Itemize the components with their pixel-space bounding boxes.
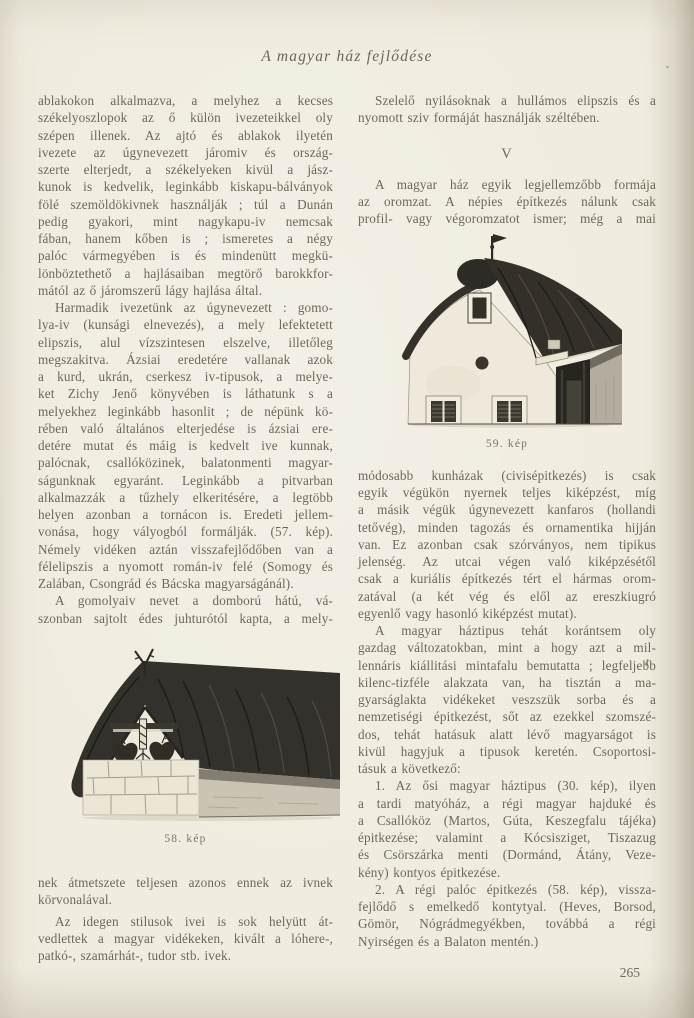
text-line: nyomott sziv formáját használják széltében. xyxy=(358,110,600,126)
running-header-title: A magyar ház fejlődése xyxy=(261,48,433,65)
text-line: megszakitva. Ázsiai eredetére vallanak azok xyxy=(38,351,333,367)
text-line: detére mutat és máig is kedvelt ive kunnak, xyxy=(38,438,333,453)
text-line: palóc vármegyében is és mindenütt megkü- xyxy=(38,248,333,264)
text-line: nek átmetszete teljesen azonos ennek az ivnek xyxy=(38,875,333,890)
side-wall xyxy=(590,344,622,424)
paragraph xyxy=(358,176,656,228)
text-line: Nyirségen és a Balaton mentén.) xyxy=(358,933,539,949)
text-line: körvonalával. xyxy=(38,892,113,908)
text-line: egyenlő vagy hasonló kiképzést mutat). xyxy=(358,605,577,621)
paragraph xyxy=(38,92,333,299)
paragraph xyxy=(38,299,333,592)
text-line: a kurd, ukrán, cserkesz iv-tipusok, a melye- xyxy=(38,369,333,384)
text-line: Szelelő nyilásoknak a hullámos elipszis és a xyxy=(375,93,656,108)
text-line: Gömör, Nógrádmegyékben, továbbá a régi xyxy=(358,916,656,932)
figure-58-caption: 58. kép xyxy=(164,832,207,845)
text-line: székelyoszlopok az ő külön ivezeteikkel oly xyxy=(38,110,333,126)
text-line: vedlettek a magyar vidékeken, kivált a lóhere-, xyxy=(38,930,333,946)
text-line: helyen azonban a tornácon is. Eredeti jellem- xyxy=(38,507,333,522)
text-line: és Csörszárka menti (Dormánd, Átány, Veze- xyxy=(358,847,656,863)
text-line: profil- vagy végoromzatot ismer; még a mai xyxy=(358,211,656,227)
text-line: egyik végükön nyernek teljes kiképzést, míg xyxy=(358,485,656,500)
section-heading: V xyxy=(501,145,513,162)
window-left xyxy=(426,396,461,424)
text-line: fölé szemöldökivnek használják ; túl a Dunán xyxy=(38,196,333,212)
left-column xyxy=(38,92,333,964)
text-line: palócnak, csallóközinek, balatonmenti magyar- xyxy=(38,455,333,471)
text-line: épitkezése; valamint a Kócsisziget, Tiszazug xyxy=(358,830,656,845)
text-line: Harmadik ivezetünk az úgynevezett : gomo- xyxy=(55,300,333,315)
porch-doorway xyxy=(556,359,590,424)
text-line: tetővég), minden tagozás és ornamentika hijján xyxy=(358,519,656,535)
text-line: A magyar háztipus tehát korántsem oly xyxy=(375,623,656,638)
text-line: elipszis, alul vízszintesen elszelve, illetőleg xyxy=(38,334,333,350)
attic-window xyxy=(468,293,491,323)
figure-58 xyxy=(38,647,333,848)
text-line: rében való általános elterjedése is ázsiai ere- xyxy=(38,420,333,436)
text-line: a másik végük úgynevezett kanfaros (hollandi xyxy=(358,502,656,518)
text-line: van. Ez azonban csak szórványos, nem tipikus xyxy=(358,536,656,552)
text-line: a Csallóköz (Martos, Gúta, Keszegfalu tájéka) xyxy=(358,812,656,828)
text-line: ivezete az úgynevezett járomiv és ország- xyxy=(38,144,333,160)
paragraph xyxy=(358,777,656,881)
text-line: módosabb kunházak (civisépitkezés) is csak xyxy=(358,467,656,483)
text-line: szonban sajtolt édes juhturótól kapta, a mely- xyxy=(38,610,333,626)
text-line: kilenc-tizféle alakzata van, ha tisztán a ma- xyxy=(358,674,656,690)
text-line: melyekhez leginkább hasonlit ; de népünk kö- xyxy=(38,403,333,419)
paragraph xyxy=(38,913,333,965)
text-line: csak a kuriális építkezés tért el hármas orom- xyxy=(358,571,656,587)
text-line: A gomolyaiv nevet a domború hátú, vá- xyxy=(55,593,333,609)
right-column xyxy=(358,92,656,981)
text-line: vonása, hogy vályogból formálják. (57. kép). xyxy=(38,524,333,540)
text-line: az oromzat. A népies építkezés nálunk csak xyxy=(358,194,656,209)
weather-vane-flag xyxy=(490,234,507,262)
text-line: lya-iv (kunsági elnevezés), a mely lefektetett xyxy=(38,317,333,333)
figure-58-illustration xyxy=(63,647,340,823)
paragraph xyxy=(38,874,333,909)
text-line: ságunknak egyaránt. Leginkább a pitvarban xyxy=(38,472,333,488)
text-line: fejlődő s emelkedő kontytyal. (Heves, Borsod, xyxy=(358,899,656,914)
text-line: gazdag változatokban, mint a hogy azt a mil- xyxy=(358,640,656,656)
text-line: Zalában, Csongrád és Bácska magyarságánál). xyxy=(38,576,294,591)
text-line: mától az ő járomszerű lágy hajlása által. xyxy=(38,282,263,298)
text-line: ablakokon alkalmazva, a melyhez a kecses xyxy=(38,93,333,108)
paragraph xyxy=(358,467,656,622)
text-line: félelipszis a nyomott román-iv felé (Somogy és xyxy=(38,558,333,574)
paper-speck xyxy=(666,65,670,68)
text-line: 2. A régi palóc épitkezés (58. kép), vissza- xyxy=(375,881,656,897)
text-line: szépen illenek. Az ajtó és ablakok ilyetén xyxy=(38,127,333,143)
text-line: lönböztethető a hajlásaiban megtörő barokkfor- xyxy=(38,265,333,281)
paragraph xyxy=(358,881,656,950)
text-line: nemzetiségi épitkezést, sőt az ezekkel szomszé- xyxy=(358,709,656,725)
text-line: 1. Az ősi magyar háztipus (30. kép), ilyen xyxy=(375,778,656,794)
paragraph xyxy=(38,592,333,627)
text-line: gyarságlakta vidékeket veszszük sorba és a xyxy=(358,692,656,707)
text-line: lennáris kiállitási mintafalu bemutatta ; legfeljebb xyxy=(358,657,656,673)
text-line: tásuk a következő: xyxy=(358,761,461,776)
text-line: szerte elterjedt, a székelyeken kivül a jász- xyxy=(38,162,333,177)
page-number: 265 xyxy=(619,964,640,980)
figure-59 xyxy=(358,234,656,453)
figure-59-caption: 59. kép xyxy=(485,437,529,450)
paragraph xyxy=(358,92,656,127)
paragraph xyxy=(358,622,656,777)
text-line: dos, tehát hatásuk alatt lévő magyarságot is xyxy=(358,726,656,742)
text-line: ket Zichy Jenő könyvében is láthatunk s a xyxy=(38,386,333,402)
text-line: pedig gyakori, mint nagykapu-iv nemcsak xyxy=(38,213,333,229)
text-line: patkó-, szamárhát-, tudor stb. ivek. xyxy=(38,948,232,963)
text-line: alkalmazzák a tűzhely elkeritésére, a legtöbb xyxy=(38,489,333,505)
text-line: kunok is kedvelik, leginkább kiskapu-bálványok xyxy=(38,179,333,195)
text-line: A magyar ház egyik legjellemzőbb formája xyxy=(375,176,656,192)
text-line: zatával (a két vég és elől az ereszkiugró xyxy=(358,588,656,604)
figure-59-illustration xyxy=(398,234,630,428)
text-line: kény) kontyos épitkezése. xyxy=(358,864,501,880)
text-line: a tardi matyóház, a régi magyar hajduké és xyxy=(358,795,656,811)
stone-base-wall xyxy=(83,760,199,815)
text-line: fában, hanem kőben is ; ismeretes a négy xyxy=(38,231,333,246)
text-line: Némely vidéken aztán visszafejlődőben van a xyxy=(38,541,333,557)
text-line: kivül hagyjuk a tipusok keretén. Csoportosi- xyxy=(358,743,656,759)
text-line: Az idegen stilusok ivei is sok helyütt át- xyxy=(55,913,333,929)
door xyxy=(566,380,582,424)
window-right xyxy=(492,396,527,424)
round-vent xyxy=(476,356,489,369)
text-line: jelenség. Az utcai végen való kiképzésétől xyxy=(358,554,656,569)
